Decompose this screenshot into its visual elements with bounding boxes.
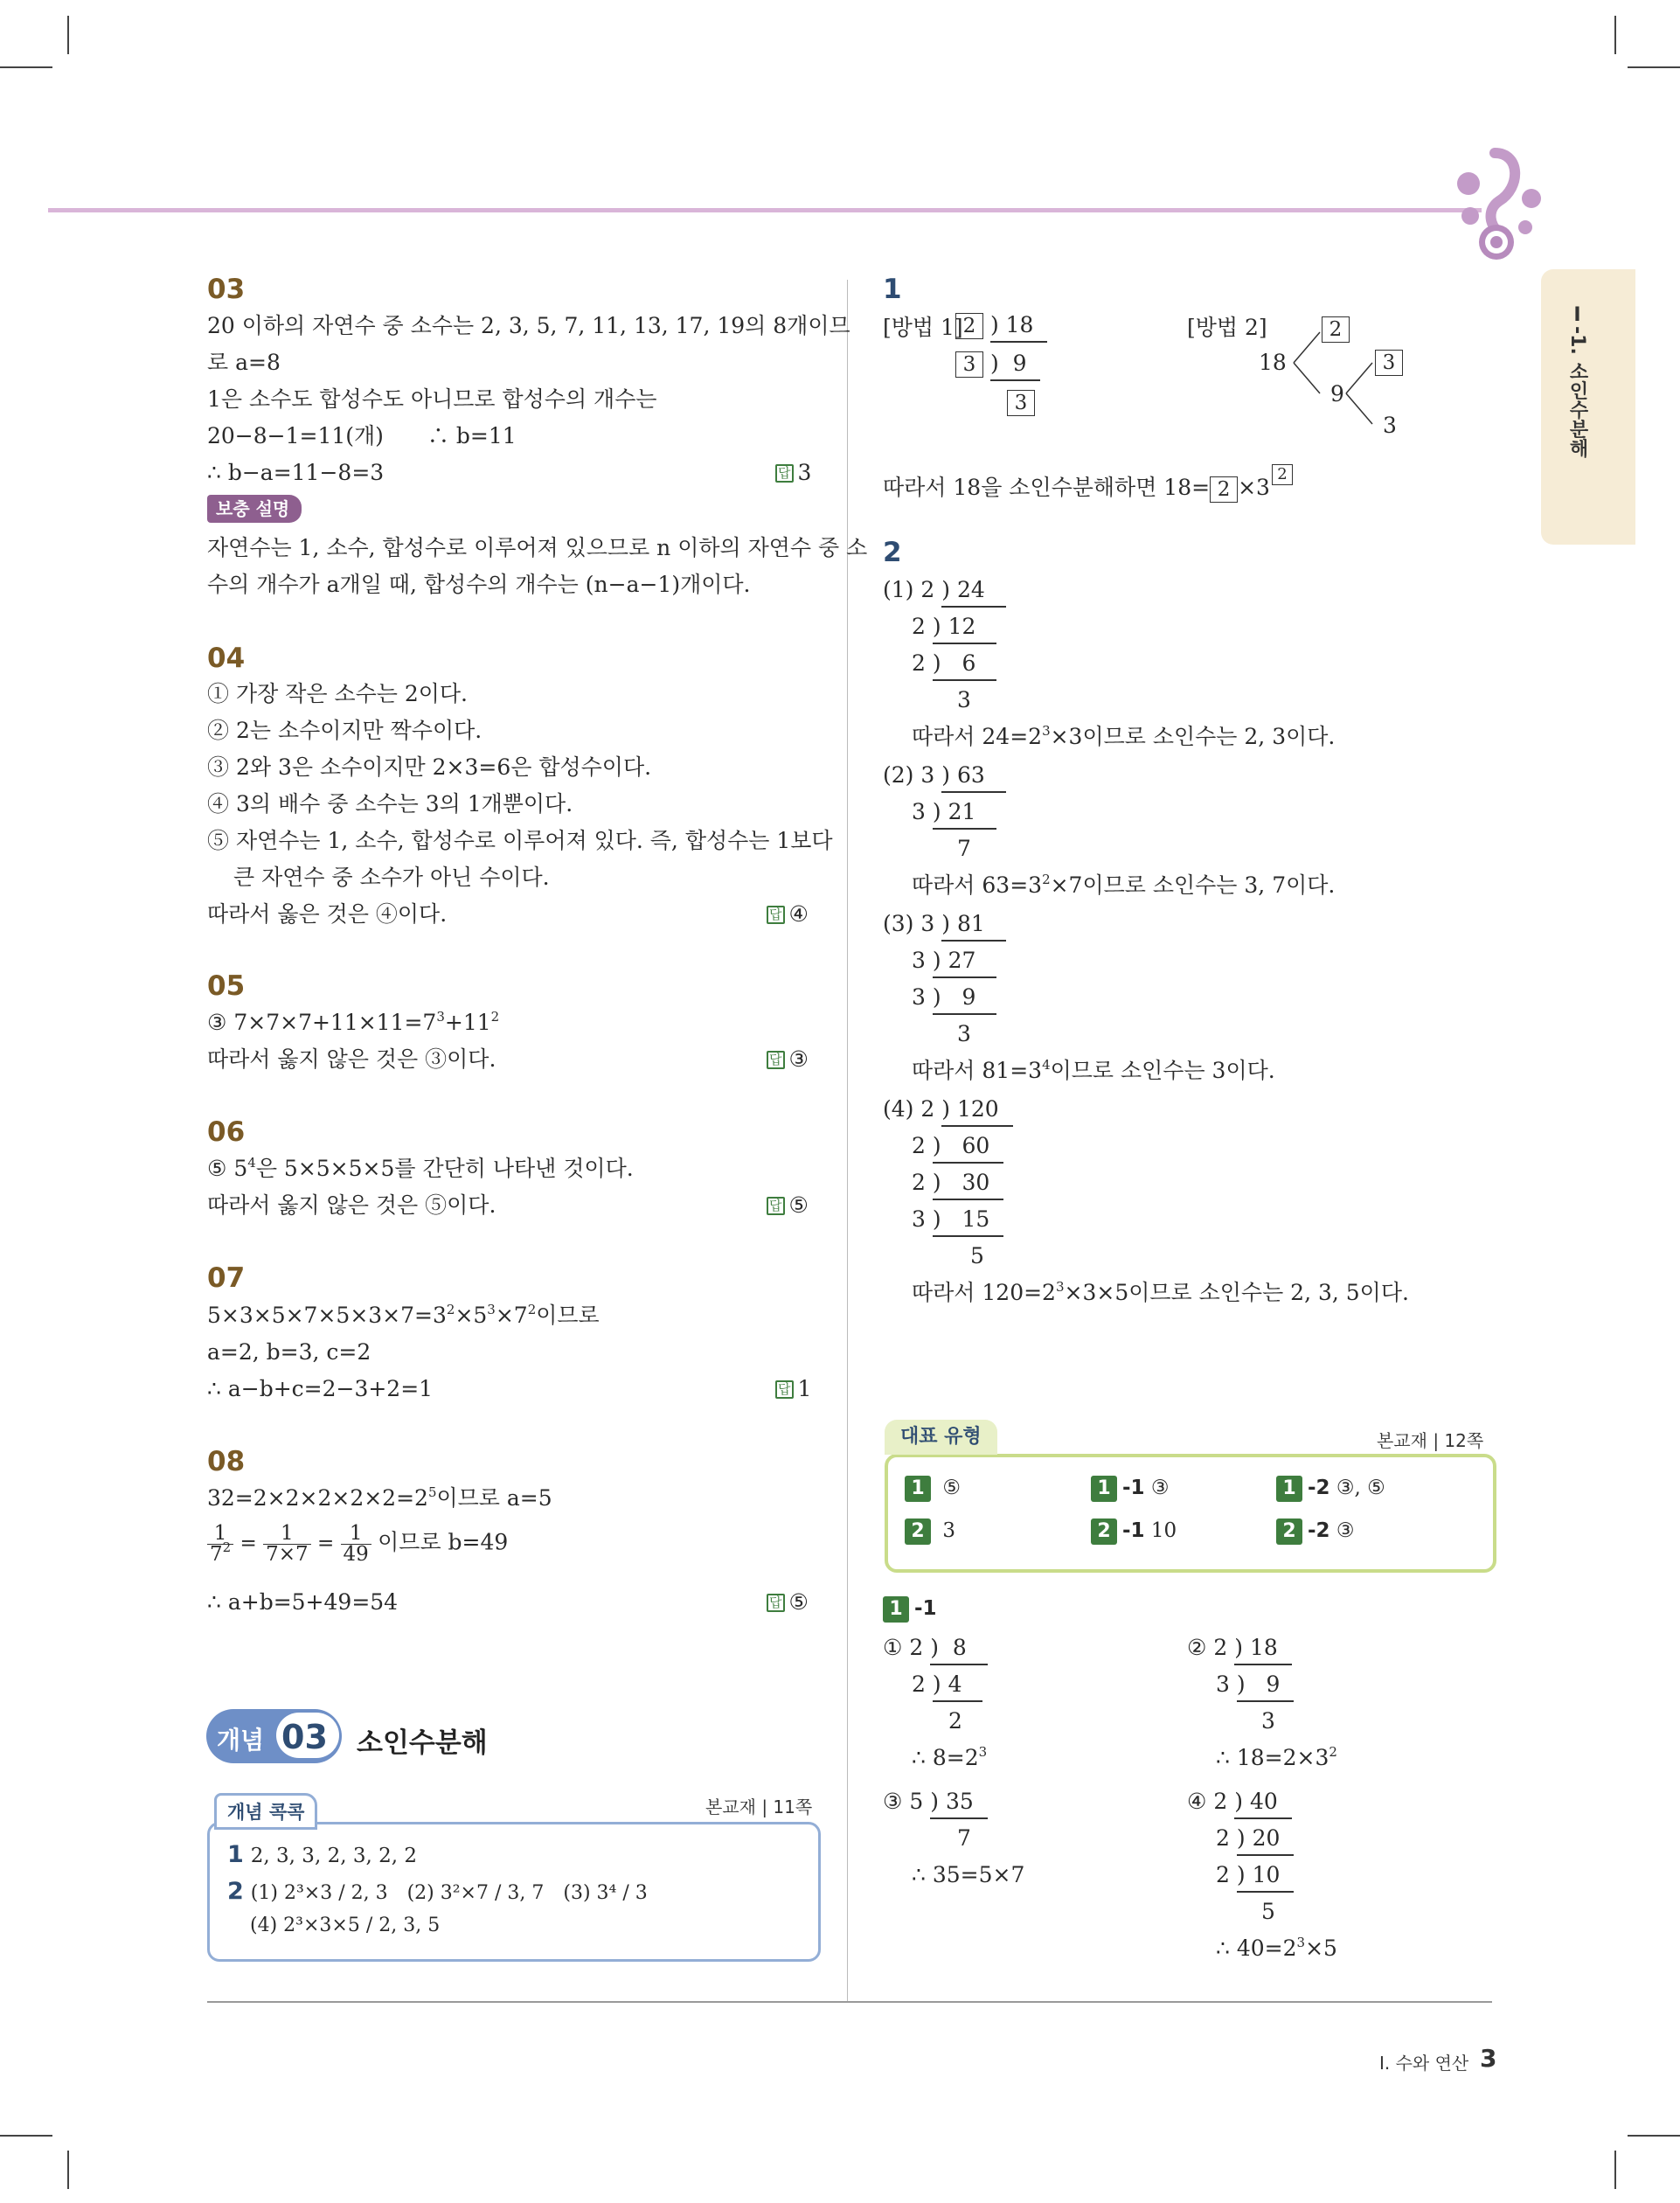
- division-row: ③ 5 ) 35: [883, 1790, 988, 1812]
- answer: [767, 903, 809, 925]
- textbook-ref: 본교재 | 11쪽: [705, 1796, 813, 1817]
- concept-title: 소인수분해: [357, 1727, 488, 1759]
- answer-value: ④: [788, 901, 809, 927]
- solution-line: 20 이하의 자연수 중 소수는 2, 3, 5, 7, 11, 13, 17, 19의 8개이므: [207, 313, 850, 338]
- division-last: 5: [1261, 1899, 1275, 1924]
- division-row: 2 ) 6: [912, 652, 996, 674]
- daepyo-answer[interactable]: 1 ⑤: [905, 1476, 961, 1502]
- concept-item: 1 2, 3, 3, 2, 3, 2, 2: [227, 1841, 417, 1868]
- concept-badge-num: 03: [281, 1718, 328, 1756]
- crop-mark: [67, 2151, 69, 2189]
- solution-line: 로 a=8: [207, 350, 281, 375]
- footer-chapter: Ⅰ. 수와 연산: [1379, 2053, 1469, 2074]
- solution-line: 따라서 옳지 않은 것은 ③이다.: [207, 1046, 496, 1072]
- solution-line: 1은 소수도 합성수도 아니므로 합성수의 개수는: [207, 386, 657, 412]
- concept-badge: [206, 1709, 342, 1763]
- answer-label: 답: [775, 464, 794, 483]
- bottom-rule: [207, 2001, 1492, 2003]
- division-row: 3 ) 9: [912, 986, 996, 1008]
- solution-line: ∴ b−a=11−8=3: [207, 460, 385, 485]
- division-row: 2 ) 10: [1216, 1864, 1294, 1886]
- answer-value: 3: [797, 460, 812, 485]
- result-line: ∴ $8=2^3$: [912, 1744, 988, 1770]
- daepyo-answer[interactable]: 2 -2 ③: [1276, 1518, 1355, 1545]
- question-number: 03: [207, 274, 246, 305]
- division-row: 3 ) 21: [912, 801, 996, 823]
- answer-label: 답: [767, 1051, 785, 1069]
- crop-mark: [67, 16, 69, 54]
- answer-value: ⑤: [788, 1192, 809, 1218]
- division-row: 3 ) 27: [912, 949, 996, 971]
- crop-mark: [0, 2135, 52, 2137]
- header-rule: [48, 208, 1482, 212]
- crop-mark: [1614, 16, 1616, 54]
- section-tab[interactable]: [1541, 269, 1635, 545]
- solution-line: ④ 3의 배수 중 소수는 3의 1개뿐이다.: [207, 791, 573, 817]
- concept-box-label: 개념 콕콕: [214, 1793, 317, 1830]
- method-label: [방법 2]: [1187, 315, 1267, 340]
- solution-line: 큰 자연수 중 소수가 아닌 수이다.: [233, 865, 550, 890]
- daepyo-answer[interactable]: 2 3: [905, 1518, 955, 1545]
- concept-item: 2 (1) 2³×3 / 2, 3 (2) 3²×7 / 3, 7 (3) 3⁴ / 3: [227, 1878, 648, 1905]
- page-number: 3: [1480, 2044, 1497, 2073]
- conclusion-line: 따라서 $63=3^2\times 7$이므로 소인수는 3, 7이다.: [912, 872, 1336, 898]
- division-row: 3 ) 9: [1216, 1673, 1294, 1695]
- division-last: 3: [1261, 1708, 1275, 1734]
- answer-value: 1: [797, 1376, 812, 1401]
- solution-line: 따라서 옳은 것은 ④이다.: [207, 901, 448, 927]
- division-row: ① 2 ) 8: [883, 1637, 988, 1658]
- question-number: 08: [207, 1446, 246, 1477]
- division-row: ② 2 ) 18: [1187, 1637, 1292, 1658]
- conclusion-line: 따라서 $120=2^3\times 3\times 5$이므로 소인수는 2, 3, 5이다.: [912, 1279, 1409, 1305]
- result-line: ∴ 35=5×7: [912, 1862, 1025, 1887]
- division-row: 2 ) 60: [912, 1135, 1003, 1157]
- division-row: (2) 3 ) 63: [883, 764, 1006, 786]
- division-row: 3 ) 15: [912, 1208, 1003, 1230]
- conclusion-line: 따라서 $81=3^4$이므로 소인수는 3이다.: [912, 1057, 1275, 1083]
- division-row: 2 ) 18: [955, 313, 1047, 339]
- answer: [775, 462, 811, 483]
- division-last: 7: [957, 836, 971, 861]
- division-row: ④ 2 ) 40: [1187, 1790, 1292, 1812]
- crop-mark: [0, 66, 52, 68]
- solution-line: 따라서 옳지 않은 것은 ⑤이다.: [207, 1192, 496, 1218]
- daepyo-label: 대표 유형: [885, 1420, 997, 1455]
- note-line: 수의 개수가 a개일 때, 합성수의 개수는 (n−a−1)개이다.: [207, 572, 751, 597]
- division-row: 3 ) 9: [955, 351, 1040, 378]
- crop-mark: [1628, 66, 1680, 68]
- daepyo-answer[interactable]: 2 -1 10: [1091, 1518, 1177, 1545]
- tree-node: 9: [1330, 381, 1344, 407]
- solution-line: ∴ a−b+c=2−3+2=1: [207, 1376, 434, 1401]
- fraction-line: $\frac{1}{7^2}$ = $\frac{1}{7\times 7}$ = $\frac{1}{49}$ 이므로 b=49: [207, 1524, 508, 1565]
- crop-mark: [1614, 2151, 1616, 2189]
- solution-line: ③ $7\times 7\times 7+11\times 11=7^3+11^2$: [207, 1009, 500, 1035]
- answer-label: 답: [767, 906, 785, 924]
- question-number: 05: [207, 970, 246, 1002]
- tree-box: 3: [1375, 350, 1403, 376]
- daepyo-answer[interactable]: 1 -2 ③, ⑤: [1276, 1476, 1385, 1502]
- crop-mark: [1628, 2135, 1680, 2137]
- division-row: 2 ) 30: [912, 1171, 1003, 1193]
- bojung-label: 보충 설명: [207, 495, 302, 523]
- daepyo-answer[interactable]: 1 -1 ③: [1091, 1476, 1170, 1502]
- solution-line: $32=2\times 2\times 2\times 2\times 2=2^5$이므로 a=5: [207, 1484, 552, 1511]
- answer: [767, 1591, 809, 1613]
- division-last: 5: [970, 1243, 984, 1268]
- solution-line: ⑤ 자연수는 1, 소수, 합성수로 이루어져 있다. 즉, 합성수는 1보다: [207, 828, 833, 853]
- solution-line: ③ 2와 3은 소수이지만 2×3=6은 합성수이다.: [207, 754, 652, 780]
- textbook-ref: 본교재 | 12쪽: [1377, 1430, 1484, 1451]
- section-tab-label: Ⅰ-1. 소인수분해: [1566, 304, 1588, 458]
- solution-line: ① 가장 작은 소수는 2이다.: [207, 681, 468, 706]
- solution-line: a=2, b=3, c=2: [207, 1339, 371, 1365]
- division-last: 3: [957, 1021, 971, 1046]
- conclusion-line: 따라서 18을 소인수분해하면 18= 2 ×32: [883, 464, 1293, 503]
- concept-badge-word: 개념: [217, 1726, 265, 1755]
- method-label: [방법 1]: [883, 315, 963, 340]
- answer-label: 답: [775, 1380, 794, 1399]
- answer: [767, 1048, 809, 1070]
- answer: [775, 1378, 811, 1400]
- division-row: (3) 3 ) 81: [883, 913, 1006, 935]
- concept-item: (4) 2³×3×5 / 2, 3, 5: [250, 1915, 441, 1936]
- result-line: ∴ $40=2^3\times 5$: [1216, 1935, 1337, 1961]
- answer: [767, 1194, 809, 1216]
- flower-ornament-icon: [1451, 144, 1547, 271]
- solution-line: ② 2는 소수이지만 짝수이다.: [207, 718, 482, 743]
- answer-label: 답: [767, 1594, 785, 1612]
- division-row: (4) 2 ) 120: [883, 1098, 1013, 1120]
- question-number: 06: [207, 1116, 246, 1148]
- division-last: 3: [957, 687, 971, 712]
- division-last: 3: [1007, 390, 1035, 416]
- solution-line: $5\times 3\times 5\times 7\times 5\times 3\times 7=3^2\times 5^3\times 7^2$이므로: [207, 1302, 600, 1328]
- solution-line: ⑤ $5^4$은 5×5×5×5를 간단히 나타낸 것이다.: [207, 1155, 634, 1181]
- answer-value: ⑤: [788, 1589, 809, 1615]
- conclusion-line: 따라서 $24=2^3\times 3$이므로 소인수는 2, 3이다.: [912, 723, 1336, 749]
- answer-label: 답: [767, 1197, 785, 1215]
- division-last: 2: [948, 1708, 962, 1734]
- tree-root: 18: [1259, 350, 1287, 375]
- question-number: 07: [207, 1262, 246, 1294]
- tree-box: 2: [1322, 316, 1350, 343]
- tree-node: 3: [1383, 413, 1397, 438]
- division-row: 2 ) 12: [912, 615, 996, 637]
- question-number: 04: [207, 643, 246, 674]
- question-number: 1: [883, 274, 902, 305]
- division-row: 2 ) 4: [912, 1673, 982, 1695]
- subsection-heading: 1 -1: [883, 1596, 937, 1623]
- division-row: (1) 2 ) 24: [883, 579, 1006, 601]
- question-number: 2: [883, 537, 902, 568]
- note-line: 자연수는 1, 소수, 합성수로 이루어져 있으므로 n 이하의 자연수 중 소: [207, 535, 868, 560]
- division-row: 2 ) 20: [1216, 1827, 1294, 1849]
- solution-line: 20−8−1=11(개) ∴ b=11: [207, 423, 517, 448]
- daepyo-box: [885, 1454, 1496, 1573]
- answer-value: ③: [788, 1046, 809, 1072]
- solution-line: ∴ a+b=5+49=54: [207, 1589, 399, 1615]
- division-last: 7: [957, 1825, 971, 1851]
- result-line: ∴ $18=2\times 3^2$: [1216, 1744, 1337, 1770]
